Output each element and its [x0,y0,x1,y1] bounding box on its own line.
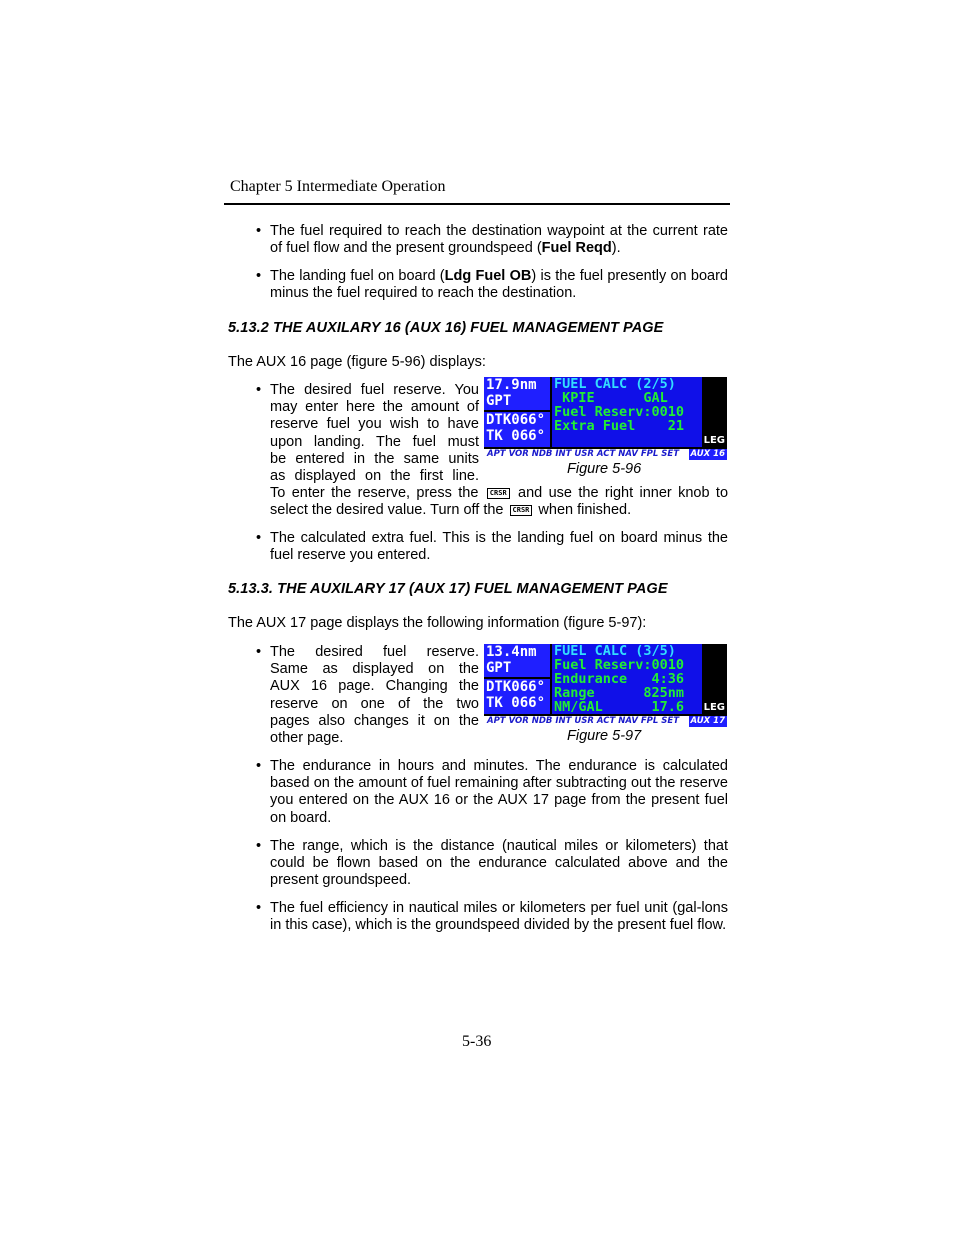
distance-readout: 13.4nm [486,644,537,660]
bullet-line: upon landing. The fuel must [270,433,479,450]
navbar-labels: APT VOR NDB INT USR ACT NAV FPL SET [487,716,679,726]
leg-indicator: LEG [703,702,725,713]
left-top-cell [484,377,550,410]
left-bottom-cell [484,679,550,714]
gps-screen-aux16 [484,377,727,460]
tk-readout: TK 066° [486,695,546,711]
bullet-marker: • [256,838,262,854]
dtk-readout: DTK066° [486,679,546,695]
bullet-line: reserve on one of the two [270,695,479,712]
left-panel [484,644,550,714]
bullet-text: ). [611,240,621,257]
bullet-efficiency: The fuel efficiency in nautical miles or kilometers per fuel unit (gal-lons in this case), which is the groundspeed divided by the present fuel flow. [270,900,728,934]
bullet-line: may enter here the amount of [270,399,479,416]
bullet-text: ) is the fuel presently on board minus the fuel required to reach the destination. [270,268,728,302]
section-intro-aux17: The AUX 17 page displays the following information (figure 5-97): [228,615,647,631]
left-panel [484,377,550,447]
header-rule [224,203,730,205]
tk-readout: TK 066° [486,428,546,444]
bullet-marker: • [256,530,262,546]
gps-screen-aux17 [484,644,727,727]
bullet-text: and use the right inner knob to [518,485,729,501]
page-title: FUEL CALC (2/5) [554,376,676,392]
navbar-labels: APT VOR NDB INT USR ACT NAV FPL SET [487,449,679,459]
bullet-text: select the desired value. Turn off the [270,502,504,519]
waypoint-name: GPT [486,393,512,409]
bullet-reserve-aux16 [270,382,479,485]
figure-caption: Figure 5-97 [567,728,642,744]
bullet-text: The landing fuel on board ( [270,268,445,284]
bullet-extra-fuel: The calculated extra fuel. This is the landing fuel on board minus the fuel reserve you entered. [270,530,728,564]
bullet-range: The range, which is the distance (nautical miles or kilometers) that could be flown based on the endurance calculated above and the present groundspeed. [270,838,728,889]
bullet-line: The desired fuel reserve. You [270,382,479,398]
bullet-bold-term: Ldg Fuel OB [444,268,532,284]
bullet-text: To enter the reserve, press the [270,485,479,501]
figure-caption: Figure 5-96 [567,461,642,477]
left-top-cell [484,644,550,677]
bullet-marker: • [256,382,262,398]
screen-line: Endurance 4:36 [554,671,685,687]
right-panel [552,644,702,714]
crsr-key-icon: CRSR [487,488,510,499]
bullet-endurance: The endurance in hours and minutes. The endurance is calculated based on the amount of fuel remaining after subtracting out the reserve you entered on the AUX 16 or the AUX 17 page from the present fuel on board. [270,758,728,826]
leg-indicator: LEG [703,435,725,446]
bullet-marker: • [256,900,262,916]
active-page-tag: AUX 17 [690,716,725,726]
bullet-reserve-aux17 [270,644,479,747]
bullet-fuel-reqd [270,223,728,257]
bullet-marker: • [256,268,262,284]
distance-readout: 17.9nm [486,377,537,393]
bullet-line: reserve fuel you wish to have [270,416,479,433]
bullet-marker: • [256,758,262,774]
bullet-text: The fuel required to reach the destination waypoint at the current rate of fuel flow and the present groundspeed ( [270,223,728,257]
screen-line: Fuel Reserv:0010 [554,657,685,673]
page-title: FUEL CALC (3/5) [554,643,676,659]
dtk-readout: DTK066° [486,412,546,428]
bullet-line: as displayed on the first line. [270,468,479,485]
active-page-tag: AUX 16 [690,449,725,459]
page-number: 5-36 [462,1033,492,1050]
bullet-text: when finished. [538,502,632,519]
bullet-reserve-instructions [270,485,728,519]
section-intro-aux16: The AUX 16 page (figure 5-96) displays: [228,354,486,370]
screen-line: Range 825nm [554,685,685,701]
screen-line: KPIE GAL [554,390,668,406]
left-bottom-cell [484,412,550,447]
page-navbar [484,716,727,727]
section-heading-aux17: 5.13.3. THE AUXILARY 17 (AUX 17) FUEL MANAGEMENT PAGE [228,581,668,597]
bullet-line: be entered in the same units [270,450,479,467]
right-panel [552,377,702,447]
screen-line: NM/GAL 17.6 [554,699,685,715]
chapter-header: Chapter 5 Intermediate Operation [230,178,446,195]
screen-line: Fuel Reserv:0010 [554,404,685,420]
bullet-line: Same as displayed on the [270,661,479,678]
bullet-bold-term: Fuel Reqd [541,240,612,257]
section-heading-aux16: 5.13.2 THE AUXILARY 16 (AUX 16) FUEL MANAGEMENT PAGE [228,320,664,336]
page-navbar [484,449,727,460]
crsr-key-icon: CRSR [510,505,533,516]
bullet-line: AUX 16 page. Changing the [270,678,479,695]
screen-line: Extra Fuel 21 [554,418,685,434]
bullet-line: other page. [270,730,344,747]
bullet-line: pages also changes it on the [270,712,479,729]
bullet-marker: • [256,644,262,660]
bullet-marker: • [256,223,262,239]
bullet-line: The desired fuel reserve. [270,644,479,660]
bullet-ldg-fuel [270,268,728,302]
waypoint-name: GPT [486,660,512,676]
